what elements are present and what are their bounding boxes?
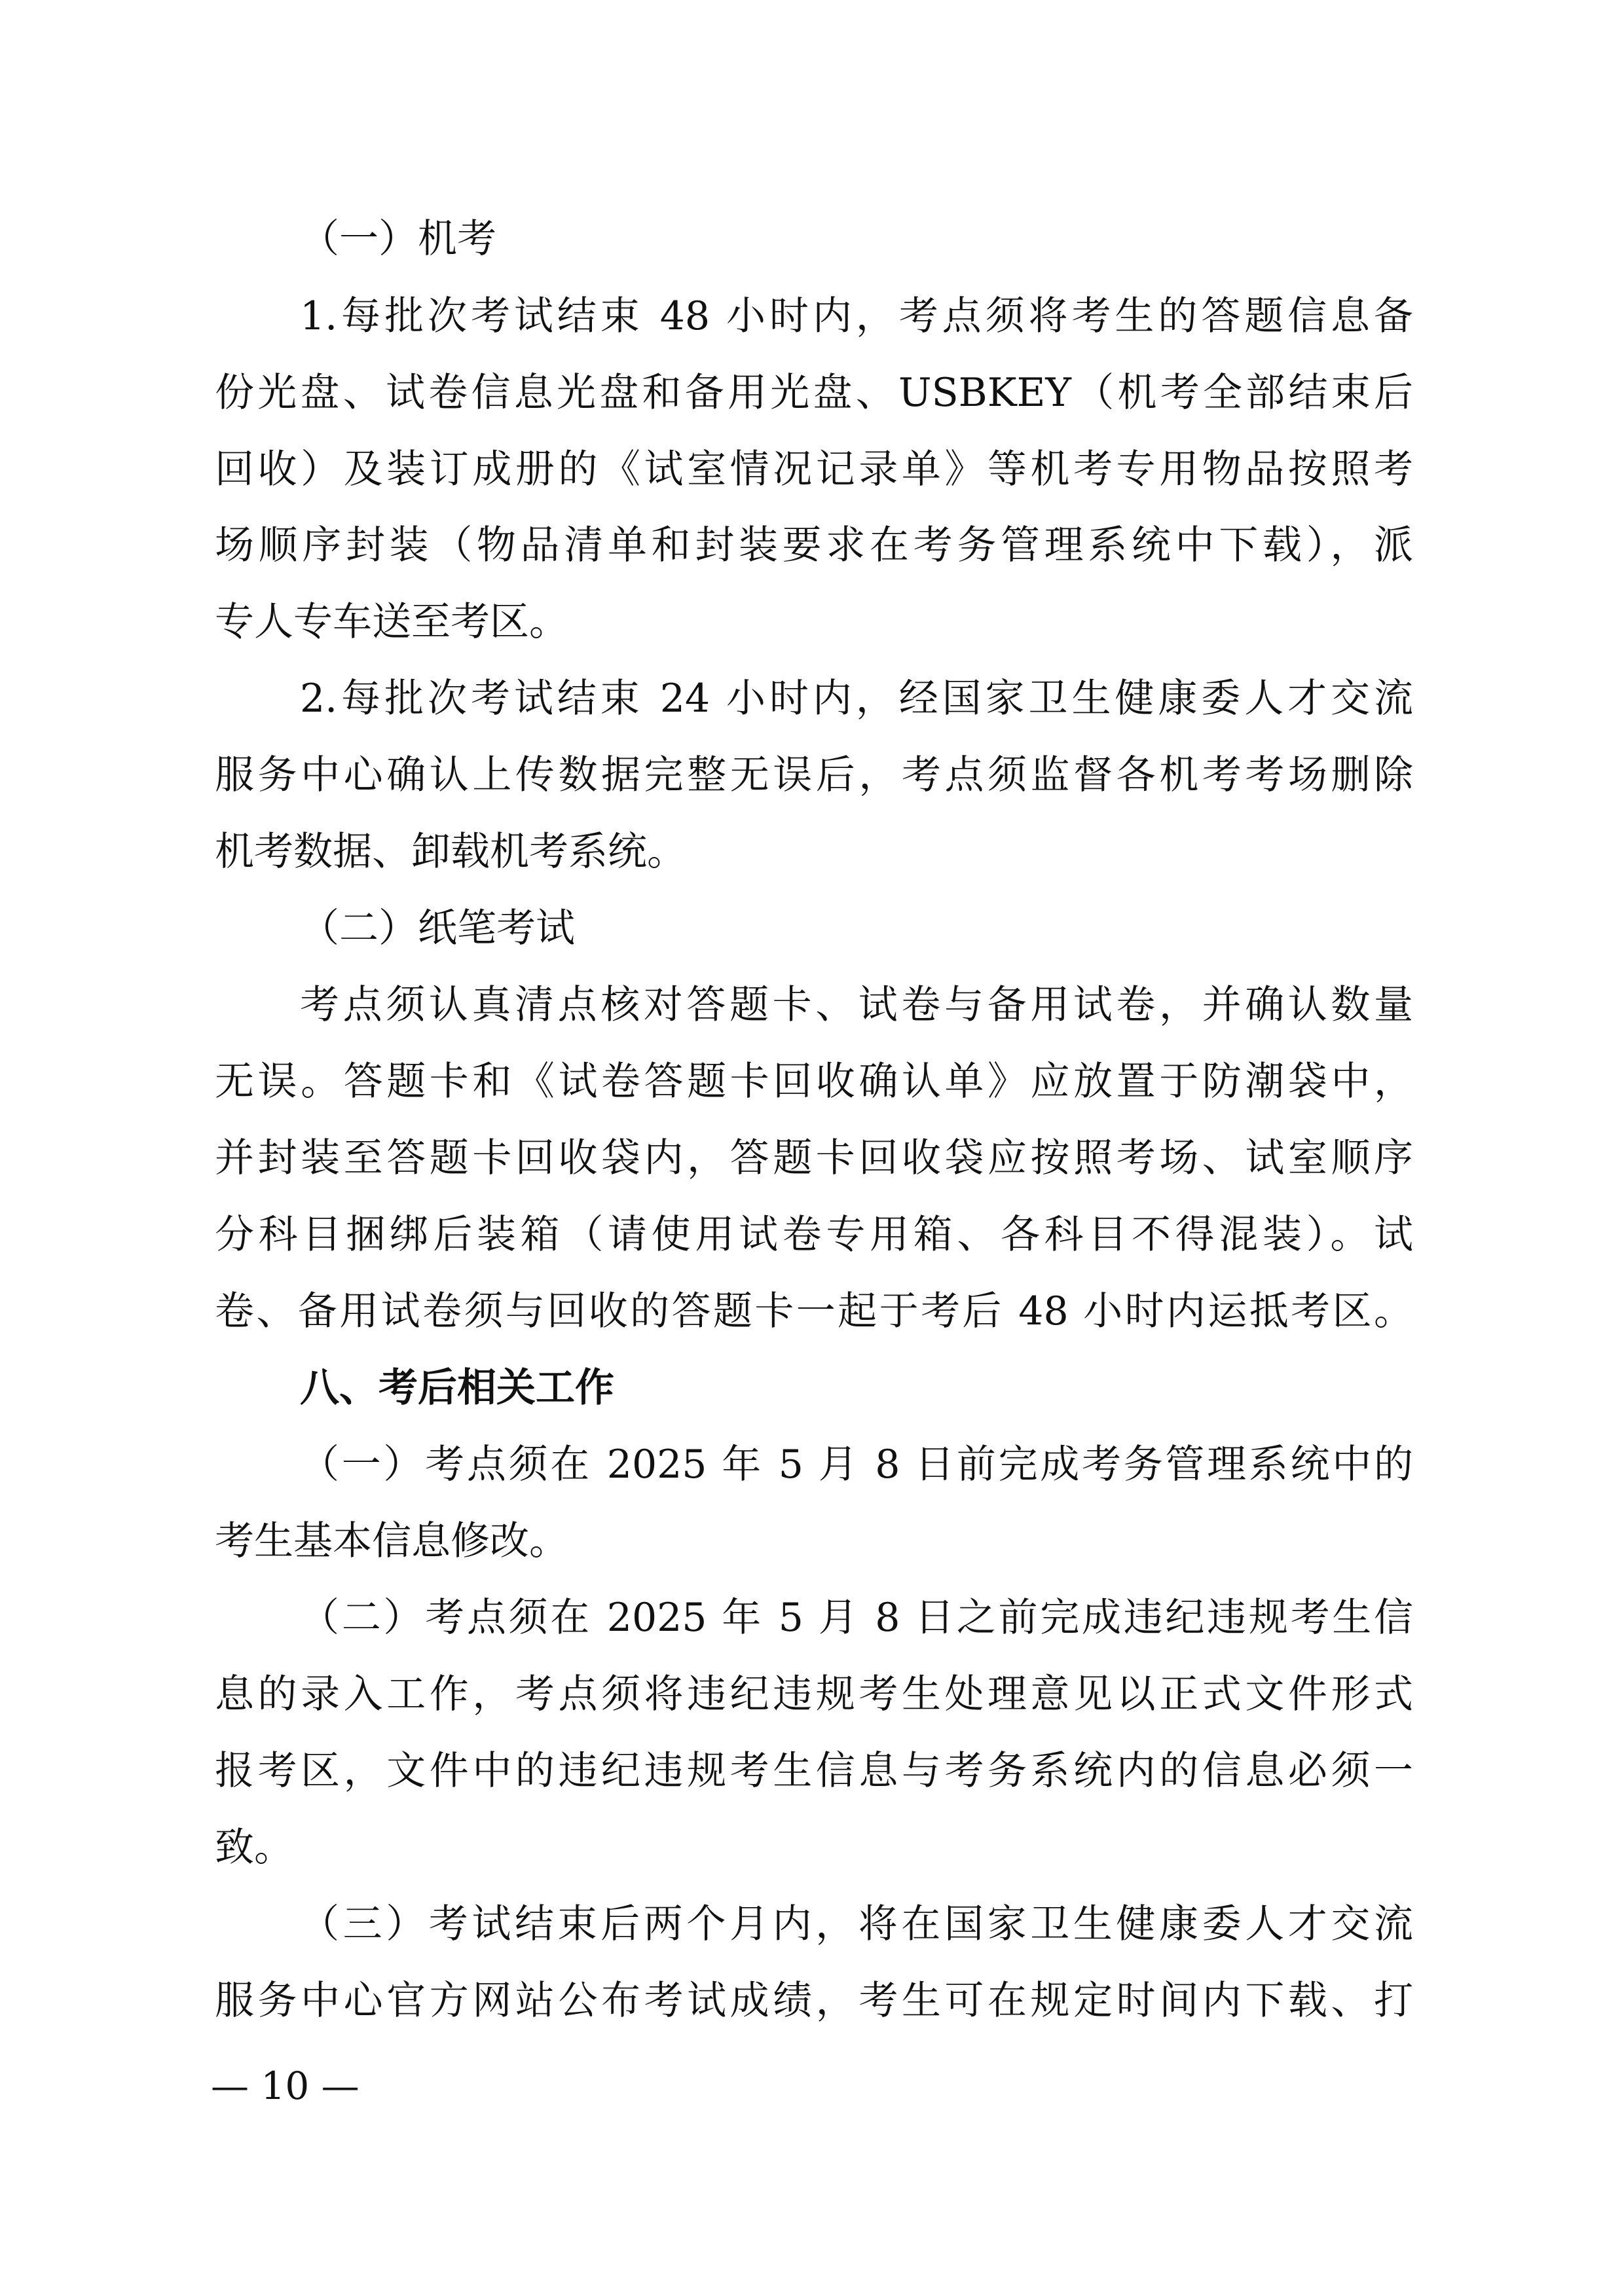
text-line: （二）纸笔考试: [300, 905, 575, 951]
text-line: 致。: [215, 1825, 293, 1870]
text-line: 考点须认真清点核对答题卡、试卷与备用试卷，并确认数量: [300, 982, 1413, 1028]
text-line: （二）考点须在 2025 年 5 月 8 日之前完成违纪违规考生信: [300, 1595, 1413, 1641]
text-line: 专人专车送至考区。: [215, 599, 568, 645]
text-line: 息的录入工作，考点须将违纪违规考生处理意见以正式文件形式: [215, 1671, 1413, 1717]
text-line: 考生基本信息修改。: [215, 1518, 568, 1564]
text-line: 服务中心确认上传数据完整无误后，考点须监督各机考考场删除: [215, 752, 1413, 798]
text-line: 机考数据、卸载机考系统。: [215, 829, 686, 875]
text-line: 回收）及装订成册的《试室情况记录单》等机考专用物品按照考: [215, 446, 1413, 492]
text-line: 报考区，文件中的违纪违规考生信息与考务系统内的信息必须一: [215, 1748, 1413, 1794]
text-line: 卷、备用试卷须与回收的答题卡一起于考后 48 小时内运抵考区。: [215, 1288, 1413, 1334]
text-line: 无误。答题卡和《试卷答题卡回收确认单》应放置于防潮袋中，: [215, 1059, 1413, 1104]
text-line: 份光盘、试卷信息光盘和备用光盘、USBKEY（机考全部结束后: [215, 370, 1413, 416]
text-line: 1.每批次考试结束 48 小时内，考点须将考生的答题信息备: [300, 293, 1413, 339]
text-line: （三）考试结束后两个月内，将在国家卫生健康委人才交流: [300, 1901, 1413, 1947]
text-line: 服务中心官方网站公布考试成绩，考生可在规定时间内下载、打: [215, 1978, 1413, 2024]
page-number: — 10 —: [211, 2064, 360, 2108]
section-heading: 八、考后相关工作: [300, 1365, 614, 1411]
text-line: （一）考点须在 2025 年 5 月 8 日前完成考务管理系统中的: [300, 1442, 1413, 1487]
text-line: 场顺序封装（物品清单和封装要求在考务管理系统中下载），派: [215, 522, 1413, 568]
text-line: 分科目捆绑后装箱（请使用试卷专用箱、各科目不得混装）。试: [215, 1212, 1413, 1258]
text-line: 并封装至答题卡回收袋内，答题卡回收袋应按照考场、试室顺序: [215, 1135, 1413, 1181]
text-line: （一）机考: [300, 216, 496, 262]
text-line: 2.每批次考试结束 24 小时内，经国家卫生健康委人才交流: [300, 676, 1413, 721]
